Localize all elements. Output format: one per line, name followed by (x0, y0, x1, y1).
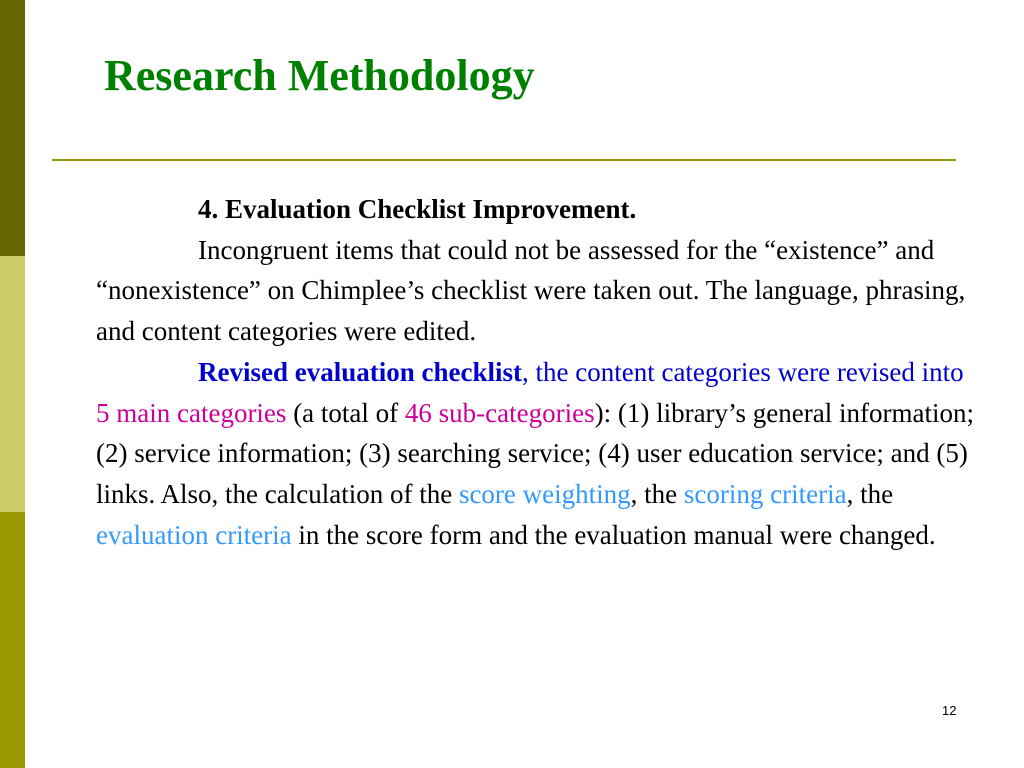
page-number: 12 (942, 703, 957, 718)
sidebar-segment-bottom (0, 512, 25, 768)
score-weighting-phrase: score weighting (458, 478, 631, 509)
paragraph-1-text: Incongruent items that could not be assessed for the “existence” and “nonexistence” on Chimplee’s checklist were taken out. The language, phrasing, and content categories were edited. (96, 234, 966, 347)
sidebar-segment-middle (0, 256, 25, 512)
separator-1: , the (630, 478, 684, 509)
sub-categories-phrase: 46 sub-categories (404, 397, 595, 428)
revised-checklist-phrase: Revised evaluation checklist (198, 356, 522, 387)
paragraph-2-ending: in the score form and the evaluation manual were changed. (291, 519, 936, 550)
evaluation-criteria-phrase: evaluation criteria (96, 519, 292, 550)
total-prefix: (a total of (286, 397, 405, 428)
paragraph-1 (96, 230, 976, 352)
sidebar-segment-top (0, 0, 25, 256)
title-divider (52, 159, 956, 161)
scoring-criteria-phrase: scoring criteria (683, 478, 847, 509)
section-heading: 4. Evaluation Checklist Improvement. (198, 194, 637, 224)
slide-body (96, 189, 976, 555)
paragraph-2 (96, 352, 976, 556)
section-heading-line (96, 189, 976, 230)
categories-list: ): (1) library’s general information; (2) service information; (3) searching service; (4) user education service; and (5) links. Also, the calculation of the (96, 397, 974, 509)
separator-2: , the (846, 478, 894, 509)
content-categories-phrase: , the content categories were revised into (522, 356, 964, 387)
slide-title: Research Methodology (104, 51, 535, 100)
main-categories-phrase: 5 main categories (96, 397, 287, 428)
sidebar-accent-bar (0, 0, 25, 768)
